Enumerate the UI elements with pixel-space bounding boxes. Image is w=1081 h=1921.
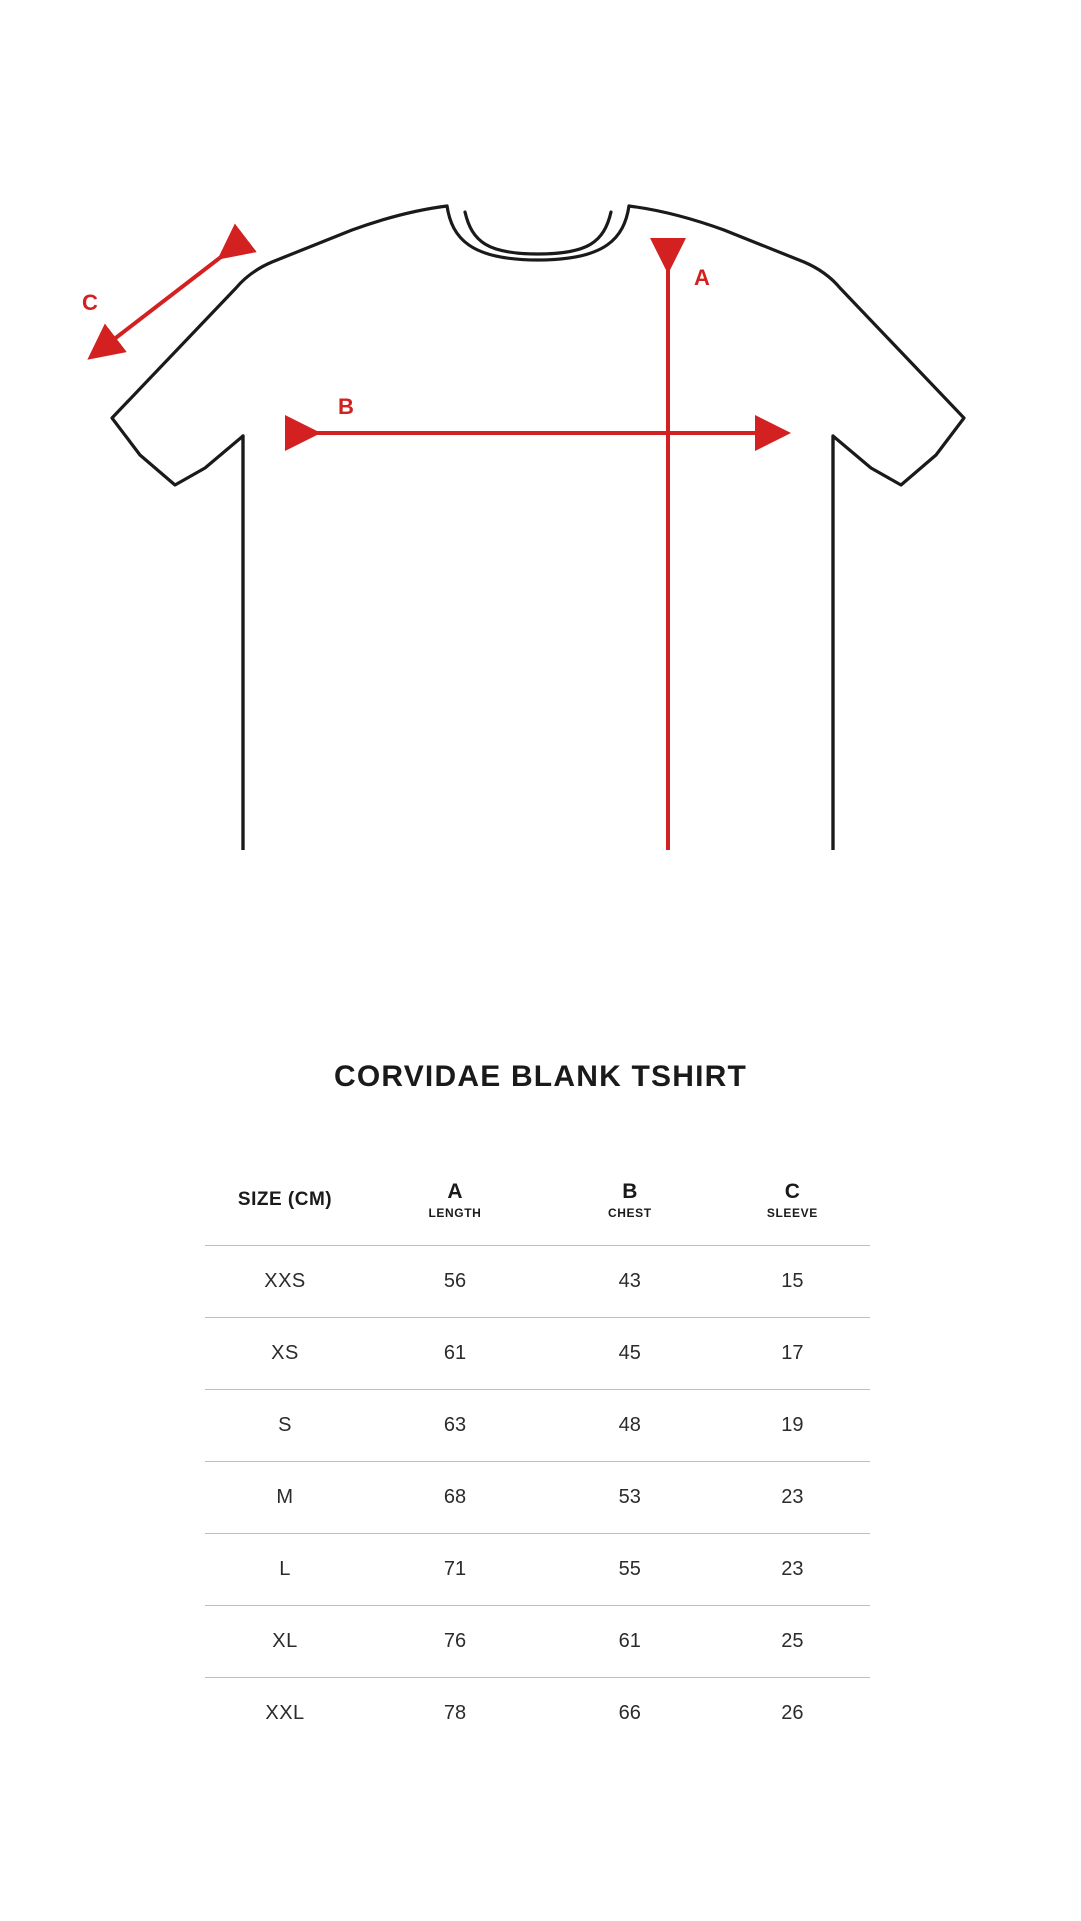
table-body [205,1246,870,1750]
measurement-label-c: C [82,290,98,315]
table-row [205,1678,870,1750]
header-c-letter: C [784,1180,800,1204]
cell-chest: 48 [545,1390,715,1462]
header-b-sub: CHEST [607,1205,652,1220]
cell-sleeve: 25 [715,1606,870,1678]
table-row [205,1606,870,1678]
cell-sleeve: 17 [715,1318,870,1390]
cell-length: 68 [365,1462,545,1534]
cell-length: 56 [365,1246,545,1318]
measurement-arrow-b [305,394,775,433]
header-b-letter: B [622,1180,638,1204]
cell-length: 71 [365,1534,545,1606]
measurement-arrow-c [82,250,230,350]
cell-length: 63 [365,1390,545,1462]
size-chart-table [205,1155,870,1749]
cell-size: XL [205,1606,365,1678]
cell-size: S [205,1390,365,1462]
header-size-label: SIZE (CM) [237,1189,333,1210]
cell-chest: 53 [545,1462,715,1534]
page-title: CORVIDAE BLANK TSHIRT [334,1060,747,1093]
header-c-sub: SLEEVE [766,1205,818,1220]
table-row [205,1534,870,1606]
cell-length: 78 [443,1702,467,1724]
measurement-label-a: A [694,265,710,290]
cell-length: 76 [365,1606,545,1678]
table-row [205,1390,870,1462]
cell-sleeve: 19 [715,1390,870,1462]
header-a-letter: A [447,1180,463,1204]
cell-sleeve: 15 [715,1246,870,1318]
table-row [205,1246,870,1318]
header-a [365,1155,545,1246]
header-a-sub: LENGTH [428,1205,482,1220]
tshirt-diagram [0,150,1081,850]
cell-sleeve: 26 [781,1702,804,1724]
cell-chest: 43 [545,1246,715,1318]
cell-chest: 66 [618,1702,641,1724]
cell-length: 61 [365,1318,545,1390]
cell-size: XXS [205,1246,365,1318]
tshirt-outline-icon [112,206,964,850]
table-row [205,1462,870,1534]
cell-chest: 61 [545,1606,715,1678]
cell-size: XXL [265,1702,305,1724]
cell-size: L [205,1534,365,1606]
cell-sleeve: 23 [715,1534,870,1606]
cell-chest: 45 [545,1318,715,1390]
table-header-row [205,1155,870,1246]
measurement-arrow-a [668,258,710,850]
cell-chest: 55 [545,1534,715,1606]
cell-size: XS [205,1318,365,1390]
table-header [205,1155,870,1246]
cell-sleeve: 23 [715,1462,870,1534]
header-size [205,1155,365,1246]
cell-size: M [205,1462,365,1534]
measurement-label-b: B [338,394,354,419]
header-c [715,1155,870,1246]
header-b [545,1155,715,1246]
table-row [205,1318,870,1390]
